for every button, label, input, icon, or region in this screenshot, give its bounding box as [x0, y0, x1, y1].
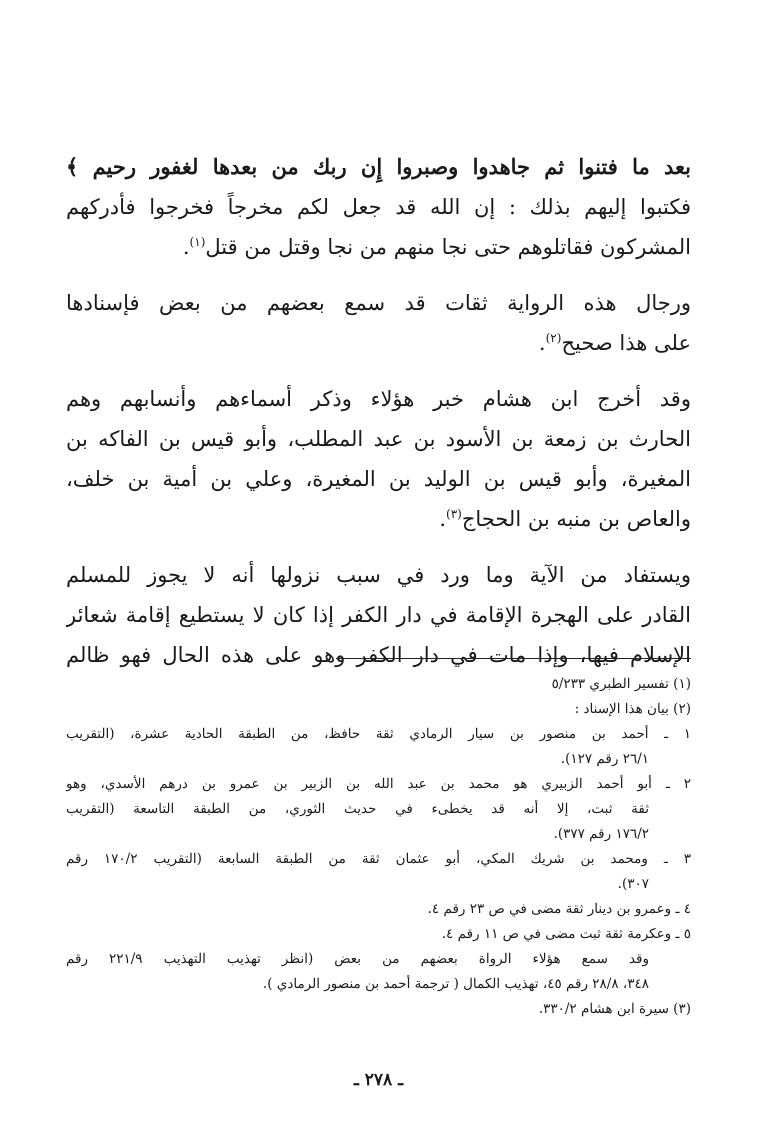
footnote-2-item-1-cont: ٢٦/١ رقم ١٢٧).	[560, 751, 649, 767]
text-line: الإسلام فيها، وإذا مات في دار الكفر وهو على هذه الحال فهو ظالم	[66, 643, 691, 667]
paragraph-4	[66, 555, 691, 675]
footnote-2-item-3-cont: ٣٠٧).	[617, 876, 649, 892]
text-line	[66, 323, 691, 363]
text-line: القادر على الهجرة الإقامة في دار الكفر إذا كان لا يستطيع إقامة شعائر	[66, 603, 691, 627]
text-run: على هذا صحيح	[561, 331, 691, 355]
footnote-2-item-2: ٢ ـ أبو أحمد الزبيري هو محمد بن عبد الله بن الزبير بن عمرو بن درهم الأسدي، وهو	[66, 776, 691, 792]
footnotes	[66, 672, 691, 1022]
text-run: المشركون فقاتلوهم حتى نجا منهم من نجا وقتل من قتل	[205, 235, 691, 259]
footnote-ref-2[interactable]: (٢)	[545, 331, 562, 345]
main-text	[66, 147, 691, 675]
text-line: ويستفاد من الآية وما ورد في سبب نزولها أنه لا يجوز للمسلم	[66, 563, 691, 587]
footnote-2-item-3: ٣ ـ ومحمد بن شريك المكي، أبو عثمان ثقة من الطبقة السابعة (التقريب ١٧٠/٢ رقم	[66, 851, 691, 867]
footnote-3: (٣) سيرة ابن هشام ٣٣٠/٢.	[538, 1001, 691, 1017]
text-line: وقد أخرج ابن هشام خبر هؤلاء وذكر أسماءهم وأنسابهم وهم	[66, 387, 691, 411]
paragraph-3	[66, 379, 691, 539]
text-line: ورجال هذه الرواية ثقات قد سمع بعضهم من بعض فإسنادها	[66, 291, 691, 315]
footnote-2-item-1: ١ ـ أحمد بن منصور بن سيار الرمادي ثقة حافظ، من الطبقة الحادية عشرة، (التقريب	[66, 726, 691, 742]
text-line	[66, 227, 691, 267]
page-number: ـ ٢٧٨ ـ	[353, 1070, 404, 1090]
text-line: بعد ما فتنوا ثم جاهدوا وصبروا إِن ربك من بعدها لغفور رحيم ﴾	[66, 154, 691, 179]
text-run: والعاص بن منبه بن الحجاج	[461, 507, 691, 531]
footnote-1: (١) تفسير الطبري ٥/٢٣٣	[551, 676, 691, 692]
footnote-ref-3[interactable]: (٣)	[446, 507, 462, 521]
punctuation: .	[182, 235, 190, 259]
footnote-ref-1[interactable]: (١)	[189, 235, 206, 249]
footnote-2-item-4: ٤ ـ وعمرو بن دينار ثقة مضى في ص ٢٣ رقم ٤.	[427, 901, 691, 917]
footnote-2-item-2-cont: ١٧٦/٢ رقم ٣٧٧).	[553, 826, 649, 842]
footnote-2: (٢) بيان هذا الإسناد :	[574, 701, 691, 717]
text-line: المغيرة، وأبو قيس بن الوليد بن المغيرة، وعلي بن أمية بن خلف،	[66, 467, 691, 491]
text-line: فكتبوا إليهم بذلك : إن الله قد جعل لكم مخرجاً فخرجوا فأدركهم	[66, 195, 691, 219]
footnote-2-item-2-cont: ثقة ثبت، إلا أنه قد يخطىء في حديث الثوري، من الطبقة التاسعة (التقريب	[66, 801, 649, 817]
footnote-2-summary: وقد سمع هؤلاء الرواة بعضهم من بعض (انظر تهذيب التهذيب ٢٢١/٩ رقم	[66, 951, 649, 967]
footnote-2-summary-cont: ٣٤٨، ٢٨/٨ رقم ٤٥، تهذيب الكمال ( ترجمة أحمد بن منصور الرمادي ).	[262, 976, 649, 992]
paragraph-1	[66, 147, 691, 267]
footnote-separator	[336, 658, 691, 659]
text-line: الحارث بن زمعة بن الأسود بن عبد المطلب، وأبو قيس بن الفاكه بن	[66, 427, 691, 451]
punctuation: .	[538, 331, 546, 355]
punctuation: .	[439, 507, 447, 531]
text-line	[66, 499, 691, 539]
footnote-2-item-5: ٥ ـ وعكرمة ثقة ثبت مضى في ص ١١ رقم ٤.	[441, 926, 691, 942]
paragraph-2	[66, 283, 691, 363]
